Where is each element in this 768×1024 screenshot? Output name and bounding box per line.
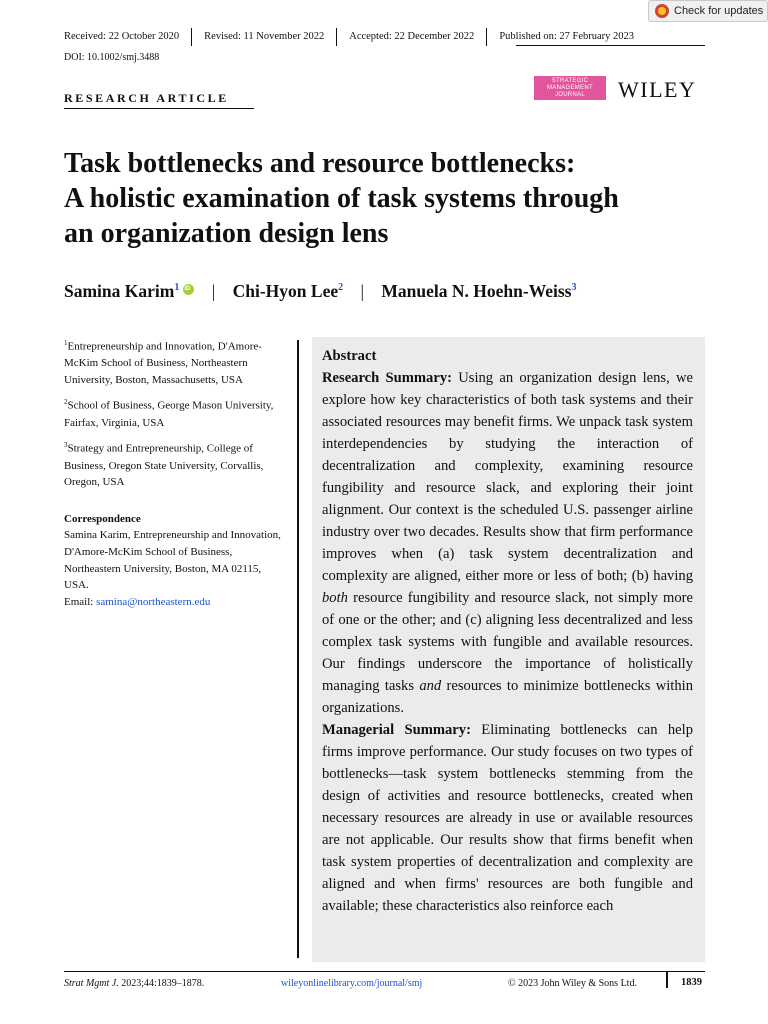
abstract — [322, 345, 693, 917]
affiliation: $^1$Entrepreneurship and Innovation, D'Amore-McKim School of Business, Northeastern University, Boston, Massachusetts, USA — [64, 339, 262, 386]
footer-copyright: © 2023 John Wiley & Sons Ltd. — [508, 978, 637, 989]
managerial-summary: Managerial Summary: Eliminating bottlenecks can help firms improve performance. Our study focuses on two types of bottlenecks—task system bottlenecks stemming from the design of activities and resource bottlenecks, created when necessary resources are already in use or available resources are not applicable. Our results show that firms benefit when task system properties of decentralization and complexity are aligned and when firms' resources are both fungible and available; these characteristics also reinforce each — [322, 722, 693, 914]
abstract-divider — [297, 340, 299, 958]
affiliation: $^2$School of Business, George Mason University, Fairfax, Virginia, USA — [64, 398, 274, 429]
correspondence-text: Samina Karim, Entrepreneurship and Innovation, D'Amore-McKim School of Business, Northeastern University, Boston, MA 02115, USA. Email: samina@northeastern.edu — [64, 529, 281, 608]
author-separator: | — [211, 281, 216, 301]
author-affiliation-mark[interactable]: 3 — [571, 282, 577, 294]
title-line: A holistic examination of task systems through — [64, 183, 619, 214]
revised-date: Revised: 11 November 2022 — [192, 28, 337, 46]
affiliation: $^3$Strategy and Entrepreneurship, College of Business, Oregon State University, Corvallis, Oregon, USA — [64, 441, 264, 489]
research-summary: Research Summary: Using an organization design lens, we explore how key characteristics of both task systems and their associated resources may benefit firms. We unpack task system interdependencies by studying the interaction of decentralization and complexity, examining resource fungibility and resource slack, and exploring their joint alignment. Our context is the scheduled U.S. passenger airline industry over two decades. Results show that firm performance improves when (a) task system decentralization and complexity are aligned, either more or less of both; (b) having both resource fungibility and resource slack, not simply more of one or the other; and (c) aligning less decentralized and less complex task systems with fungible and available resources. Our findings underscore the importance of holistically managing tasks and resources to minimize bottlenecks within organizations. — [322, 370, 694, 716]
article-title — [64, 146, 714, 251]
footer-url-link[interactable]: wileyonlinelibrary.com/journal/smj — [281, 978, 423, 989]
article-type-underline — [64, 108, 254, 109]
correspondence-heading: Correspondence — [64, 512, 141, 525]
journal-logo — [534, 76, 606, 100]
author-affiliation-mark[interactable]: 2 — [338, 282, 344, 294]
title-line: an organization design lens — [64, 218, 389, 249]
publication-dates — [64, 28, 705, 46]
author-name[interactable]: Manuela N. Hoehn-Weiss — [381, 281, 572, 301]
author-separator: | — [360, 281, 365, 301]
author-name[interactable]: Chi-Hyon Lee — [232, 281, 339, 301]
page-number: 1839 — [681, 977, 702, 988]
dates-underline — [516, 45, 705, 46]
doi: DOI: 10.1002/smj.3488 — [64, 52, 160, 63]
author-name[interactable]: Samina Karim — [64, 281, 175, 301]
journal-logo-line: STRATEGIC — [551, 77, 589, 84]
footer-citation: Strat Mgmt J. 2023;44:1839–1878. — [64, 978, 205, 989]
orcid-icon[interactable] — [183, 284, 194, 295]
footer-rule — [64, 971, 705, 972]
email-link[interactable]: samina@northeastern.edu — [96, 595, 211, 608]
article-type: RESEARCH ARTICLE — [64, 91, 229, 105]
crossmark-icon — [655, 4, 669, 18]
check-for-updates-label: Check for updates — [674, 5, 764, 17]
correspondence-email: Email: samina@northeastern.edu — [64, 595, 211, 608]
author-list — [64, 281, 576, 302]
accepted-date: Accepted: 22 December 2022 — [337, 28, 487, 46]
publisher-logo: WILEY — [618, 77, 697, 102]
footer-separator — [666, 972, 668, 988]
check-for-updates-button[interactable] — [648, 0, 768, 22]
journal-logo-line: JOURNAL — [554, 91, 586, 98]
received-date: Received: 22 October 2020 — [64, 28, 192, 46]
published-date: Published on: 27 February 2023 — [499, 31, 635, 42]
journal-logo-line: MANAGEMENT — [546, 84, 593, 91]
author-affiliation-mark[interactable]: 1 — [174, 282, 180, 294]
title-line: Task bottlenecks and resource bottlenecks: — [64, 148, 576, 179]
abstract-heading: Abstract — [322, 348, 377, 364]
affiliations-panel — [64, 335, 284, 616]
